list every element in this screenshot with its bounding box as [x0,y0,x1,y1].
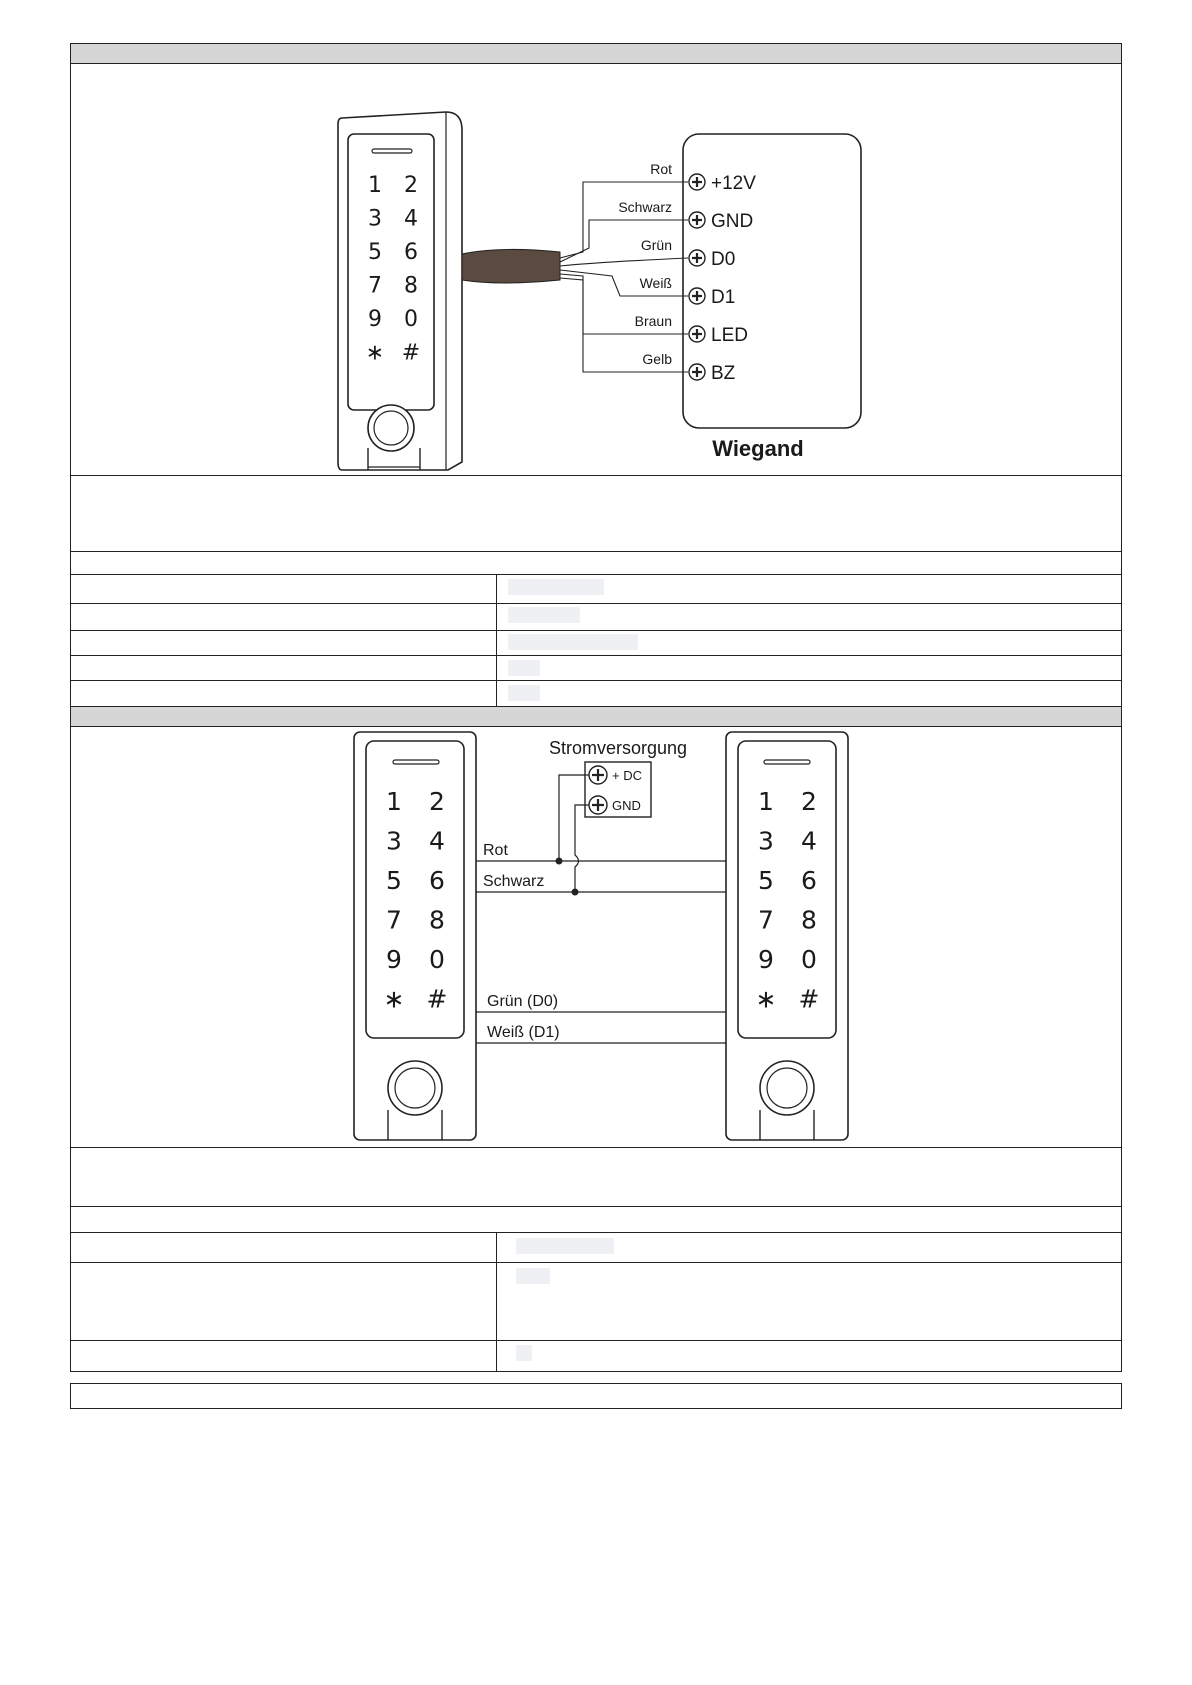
keypad-key: # [798,984,820,1014]
controller-label: Wiegand [712,436,804,461]
keypad-key: ∗ [383,984,405,1014]
keypad-key: 7 [386,905,402,935]
keypad-key: 8 [801,905,817,935]
keypad-key: 8 [404,273,418,299]
wire-color-label: Braun [634,313,672,329]
terminal-label: D0 [711,249,736,270]
wire-color-label: Weiß [639,275,672,291]
keypad-key: ∗ [365,340,385,366]
keypad-key: 9 [758,945,774,974]
wire-label: Grün (D0) [487,993,559,1010]
keypad-key: 4 [404,206,418,232]
keypad-key: 3 [386,826,402,856]
keypad-key: 0 [429,945,445,974]
wire [476,842,726,861]
keypad-key: 6 [404,240,418,265]
keypad-key: 4 [801,826,817,856]
keypad-key: 9 [386,945,402,974]
keypad-key: 0 [404,307,418,332]
wire [476,993,726,1012]
wire-label: Schwarz [483,873,545,890]
keypad-key: 9 [368,307,382,332]
wire-color-label: Grün [640,237,672,253]
keypad-key: 7 [368,273,382,299]
power-wire-gnd [575,805,589,892]
terminal-screw-icon [589,796,607,814]
keypad-device-2 [354,732,476,1140]
keypad-key: 3 [758,826,774,856]
keypad-key: 5 [386,866,402,895]
keypad-key: 7 [758,905,774,935]
keypad-key: 2 [429,787,445,816]
wire-color-label: Rot [650,161,672,177]
terminal-label: D1 [711,287,736,308]
wire [476,873,726,892]
wire-color-label: Schwarz [618,199,672,215]
power-supply-label: Stromversorgung [548,738,688,758]
terminal-label: +12V [711,173,756,194]
keypad-key: 6 [801,866,817,895]
terminal-label: GND [711,211,754,232]
keypad-key: 1 [758,787,774,816]
keypad-key: # [401,340,421,366]
keypad-key: 6 [429,866,445,895]
terminal-label: BZ [711,363,736,384]
wire-label: Rot [483,842,508,859]
keypad-key: 1 [368,173,382,198]
wire-label: Weiß (D1) [487,1024,560,1041]
keypad-key: 4 [429,826,445,856]
keypad-key: 5 [758,866,774,895]
keypad-key: 5 [368,240,382,265]
keypad-device-3 [726,732,848,1140]
keypad-key: 1 [386,787,402,816]
wire [476,1024,726,1043]
power-terminal-label: + DC [612,768,642,783]
keypad-key: 2 [404,173,418,198]
keypad-key: 8 [429,905,445,935]
keypad-key: 3 [368,206,382,232]
keypad-key: 2 [801,787,817,816]
keypad-key: 0 [801,945,817,974]
wire-color-label: Gelb [642,351,672,367]
terminal-label: LED [711,325,748,346]
keypad-key: # [426,984,448,1014]
keypad-key: ∗ [755,984,777,1014]
power-terminal-label: GND [612,798,641,813]
terminal-screw-icon [589,766,607,784]
